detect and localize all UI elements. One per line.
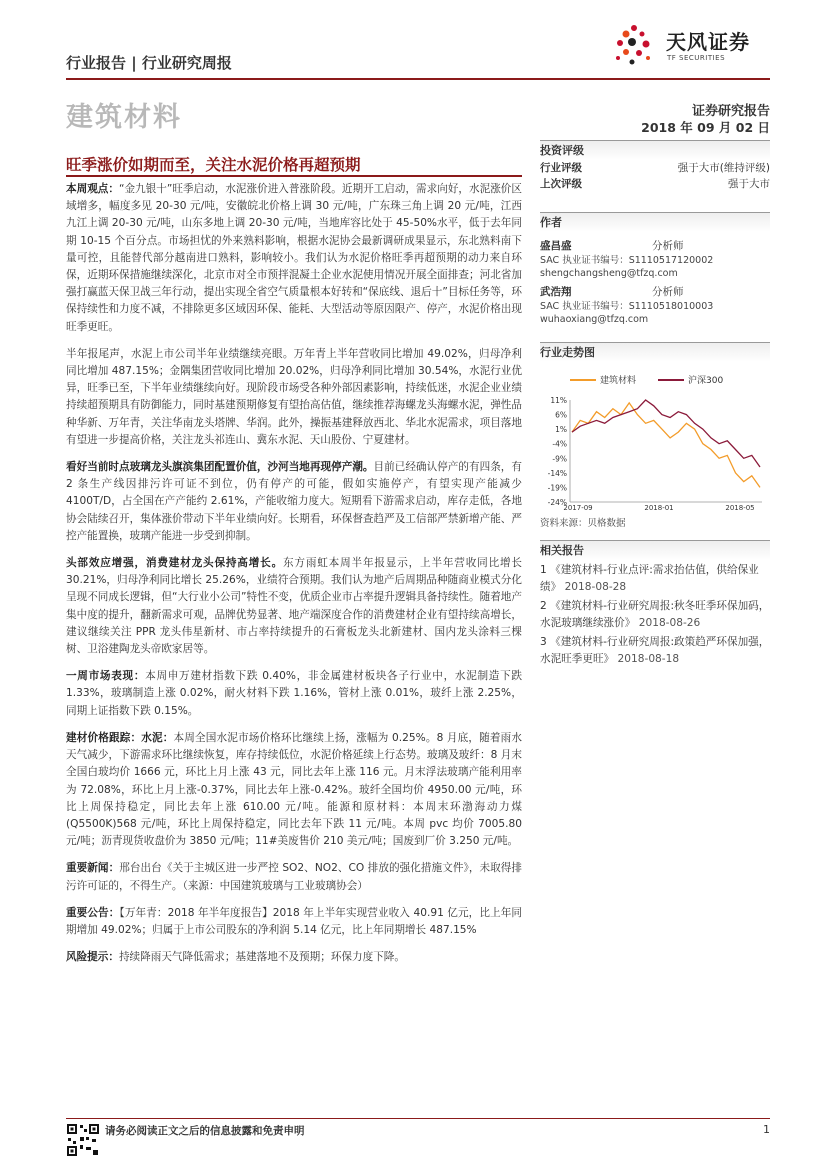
related-header: 相关报告 <box>540 540 770 560</box>
chart-source: 资料来源：贝格数据 <box>540 518 626 529</box>
paragraph-text: 本周申万建材指数下跌 0.40%，非金属建材板块各子行业中，水泥制造下跌 1.33%，玻璃制造上涨 0.02%，耐火材料下跌 1.16%，管材上涨 0.01%，玻纤上涨 2.25%，同期上证指数下跌 0.15%。 <box>66 670 522 717</box>
author-cert: SAC 执业证书编号：S1110518010003 <box>540 301 714 312</box>
legend-label: 沪深300 <box>688 376 724 386</box>
industry-name: 建筑材料 <box>66 102 182 133</box>
related-report-title: 3 《建筑材料-行业研究周报:政策趋严环保加强，水泥旺季更旺》 <box>540 636 770 665</box>
author-row <box>540 284 770 300</box>
x-tick-label: 2018-05 <box>725 504 755 512</box>
paragraph-text: 半年报尾声，水泥上市公司半年业绩继续亮眼。万年青上半年营收同比增加 49.02%，归母净利同比增加 487.15%；金隅集团营收同比增加 20.02%，归母净利同比增加 30.54%，水泥行业优异，旺季已至，下半年业绩继续向好。现阶段市场受各种外部因素影响，持续低迷，水泥企业业绩持续超预期具有防御能力，同时基建预期修复有望抬高估值，继续推荐海螺龙头海螺水泥，弹性品种华新、万年青，关注华南龙头塔牌、华润。此外，操振基建释放西北、华北水泥需求，项目落地有望进一步提高价格，关注龙头祁连山、冀东水泥、天山股份、宁夏建材。 <box>66 347 522 446</box>
last-rating-row <box>540 176 770 192</box>
trend-chart <box>540 362 770 512</box>
author-block <box>540 284 770 326</box>
paragraph-text: 本周全国水泥市场价格环比继续上扬，涨幅为 0.25%。8 月底，随着雨水天气减少，下游需求环比继续恢复，库存持续低位，水泥价格延续上行态势。玻璃及玻纤：8 月末全国白玻均价 1666 元，环比上月上涨 43 元，同比去年上涨 116 元。月末浮法玻璃产能利用率为 72.08%，环比上月上涨-0.37%，同比去年上涨-0.42%。玻纤全国均价 4950.00 元/吨，环比上周保持稳定，同比去年上涨 610.00 元/吨。能源和原材料：本周末环渤海动力煤(Q5500K)568 元/吨，环比上周保持稳定，同比去年下跌 11 元/吨。本周 pvc 均价 7005.80 元/吨；沥青现货收盘价为 3850 元/吨；11#美废售价 210 美元/吨；国废到厂价 3.250 元/吨。 <box>66 731 522 848</box>
related-report-date: 2018-08-18 <box>617 653 680 665</box>
rating-section <box>540 140 770 192</box>
y-tick-label: 11% <box>550 396 567 405</box>
footer-divider <box>66 1118 770 1119</box>
paragraph-glass <box>66 459 522 545</box>
paragraph-text: 邢台出台《关于主城区进一步严控 SO2、NO2、CO 排放的强化措施文件》，未取得排污许可证的，不得生产。（来源：中国建筑玻璃与工业玻璃协会） <box>66 862 522 892</box>
last-rating-value: 强于大市 <box>728 178 770 190</box>
paragraph-half-year <box>66 346 522 449</box>
y-tick-label: -19% <box>547 483 567 493</box>
disclaimer-text[interactable]: 请务必阅读正文之后的信息披露和免责申明 <box>105 1125 305 1137</box>
paragraph-lead: 重要公告： <box>66 906 120 919</box>
header-divider <box>66 78 770 80</box>
author-block <box>540 238 770 280</box>
brand-subtitle: TF SECURITIES <box>667 54 726 62</box>
paragraph-lead: 风险提示： <box>66 951 119 964</box>
related-report-date: 2018-08-28 <box>564 581 627 593</box>
y-tick-label: -14% <box>547 468 567 478</box>
related-report-item[interactable] <box>540 598 770 632</box>
report-title: 旺季涨价如期而至，关注水泥价格再超预期 <box>66 156 361 174</box>
paragraph-lead: 重要新闻： <box>66 862 120 875</box>
paragraph-text: 【万年青：2018 年半年度报告】2018 年上半年实现营业收入 40.91 亿元，比上年同期增加 49.02%；归属于上市公司股东的净利润 5.14 亿元，比上年同期增长 487.15% <box>66 906 523 936</box>
trend-section <box>540 342 770 530</box>
paragraph-text: 东方雨虹本周半年报显示，上半年营收同比增长 30.21%，归母净利同比增长 25.26%，业绩符合预期。我们认为地产后周期品种随商业模式分化呈现不同成长逻辑，但“大行业小公司”特性不变，优质企业市占率提升逻辑具备持续性。随着地产集中度的提升，翻新需求可观，品牌优势显著、地产端深度合作的消费建材企业有望持续高增长，建议继续关注 PPR 龙头伟星新材、市占率持续提升的石膏板龙头北新建材、国内龙头涂料三棵树、卫浴建陶龙头帝欧家居等。 <box>66 557 523 656</box>
main-body <box>66 181 522 976</box>
y-tick-label: 6% <box>555 410 567 420</box>
industry-rating-label: 行业评级 <box>540 162 582 174</box>
industry-rating-value: 强于大市(维持评级) <box>677 162 770 174</box>
y-tick-label: -9% <box>552 454 567 464</box>
authors-header: 作者 <box>540 212 770 232</box>
author-row <box>540 238 770 254</box>
report-type: 行业报告 | 行业研究周报 <box>66 54 232 72</box>
paragraph-announcement <box>66 905 522 939</box>
author-name: 武浩翔 <box>540 286 572 298</box>
x-tick-label: 2018-01 <box>644 504 674 512</box>
last-rating-label: 上次评级 <box>540 178 582 190</box>
paragraph-lead: 建材价格跟踪：水泥： <box>66 731 174 744</box>
paragraph-text: “金九银十”旺季启动，水泥涨价进入普涨阶段。近期开工启动，需求向好，水泥涨价区域增多，幅度多见 20-30 元/吨，安徽皖北价格上调 30 元/吨，广东珠三角上调 20 元/吨，江西九江上调 20-30 元/吨，山东多地上调 20-30 元/吨，当地库容比处于 45-50%水平，低于去年同期 10-15 个百分点。市场担忧的外来熟料影响，根据水泥协会最新调研成果显示，东北熟料南下量可控，且能替代部分越南进口熟料，影响较小。我们认为水泥价格旺季再超预期的动力来自环保，近期环保措施继续深化，北京市对全市预拌混凝土企业水泥使用情况开展全面排查；河北省加强打赢蓝天保卫战三年行动，提出实现全省空气质量根本好转和“保底线、退后十”目标任务等，环保持续性和力度不减，不排除更多区域因环保、能耗、大型活动等原因限产、停产，水泥价格出现旺季更旺。 <box>66 183 522 333</box>
paragraph-lead: 一周市场表现： <box>66 670 146 683</box>
paragraph-text: 目前已经确认停产的有四条，有 2 条生产线因排污许可证不到位，仍有停产的可能，假如实施停产，有望实现产能减少 4100T/D，占全国在产产能约 2.61%，产能收缩力度大。短期看下游需求启动，库存走低，各地协会陆续召开，集体涨价带动下半年业绩向好。长期看，环保督查趋严及工信部严禁新增产能、严控产能置换，玻璃产能进一步受到抑制。 <box>66 461 523 542</box>
authors-section <box>540 212 770 326</box>
author-email[interactable]: shengchangsheng@tfzq.com <box>540 268 678 279</box>
paragraph-prices <box>66 730 522 850</box>
y-tick-label: 1% <box>555 425 567 435</box>
paragraph-lead: 本周观点： <box>66 183 119 195</box>
paragraph-text: 持续降雨天气降低需求；基建落地不及预期；环保力度下降。 <box>118 951 405 964</box>
page-number: 1 <box>763 1123 770 1136</box>
y-tick-label: -4% <box>552 439 567 449</box>
author-role: 分析师 <box>652 240 684 252</box>
author-email[interactable]: wuhaoxiang@tfzq.com <box>540 314 649 325</box>
industry-rating-row <box>540 160 770 176</box>
brand-name: 天风证券 <box>666 30 750 54</box>
trend-header: 行业走势图 <box>540 342 770 362</box>
x-tick-label: 2017-09 <box>563 504 593 512</box>
title-divider <box>66 175 522 177</box>
related-section <box>540 540 770 668</box>
paragraph-lead: 看好当前时点玻璃龙头旗滨集团配置价值，沙河当地再现停产潮。 <box>66 461 374 474</box>
author-role: 分析师 <box>652 286 684 298</box>
related-report-date: 2018-08-26 <box>638 617 701 629</box>
report-label: 证券研究报告 <box>691 104 770 119</box>
paragraph-news <box>66 860 522 894</box>
paragraph-viewpoint <box>66 181 522 336</box>
related-report-item[interactable] <box>540 634 770 668</box>
related-report-title: 1 《建筑材料-行业点评:需求抬估值，供给保业绩》 <box>540 564 759 593</box>
paragraph-risk <box>66 949 522 966</box>
report-date: 2018 年 09 月 02 日 <box>641 120 770 135</box>
paragraph-lead: 头部效应增强，消费建材龙头保持高增长。 <box>66 557 283 570</box>
legend-label: 建筑材料 <box>600 376 637 386</box>
y-tick-label: -24% <box>547 498 567 507</box>
paragraph-market <box>66 668 522 720</box>
author-cert: SAC 执业证书编号：S1110517120002 <box>540 255 714 266</box>
related-report-title: 2 《建筑材料-行业研究周报:秋冬旺季环保加码，水泥玻璃继续涨价》 <box>540 600 770 629</box>
rating-header: 投资评级 <box>540 140 770 160</box>
paragraph-consumer <box>66 555 522 658</box>
qr-code-icon <box>66 1123 100 1157</box>
related-report-item[interactable] <box>540 562 770 596</box>
author-name: 盛昌盛 <box>540 240 572 252</box>
